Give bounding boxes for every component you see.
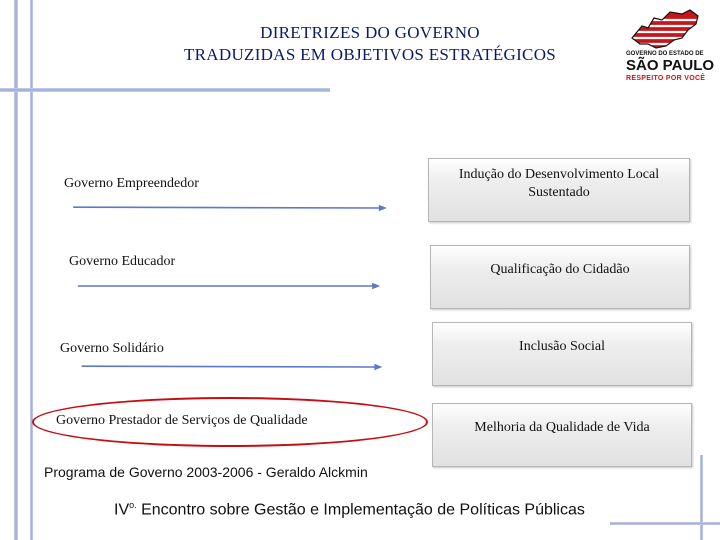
program-footnote: Programa de Governo 2003-2006 - Geraldo Alckmin — [44, 464, 368, 480]
page-title — [120, 22, 620, 66]
event-title — [114, 500, 585, 519]
arrow-icon — [40, 282, 418, 290]
guideline-label-entrepreneur: Governo Empreendedor — [64, 176, 199, 191]
objective-box-social-inclusion — [432, 322, 692, 386]
arrow-icon — [34, 204, 426, 212]
logo-line-2: SÃO PAULO — [626, 57, 715, 74]
title-line-2: TRADUZIDAS EM OBJETIVOS ESTRATÉGICOS — [183, 45, 557, 64]
objective-text-line-1: Indução do Desenvolvimento Local — [458, 167, 660, 182]
objective-box-sustainable-development — [428, 158, 690, 222]
map-emblem-icon — [630, 8, 702, 50]
objective-text-line-1: Inclusão Social — [519, 339, 605, 354]
objective-box-citizen-qualification — [430, 245, 690, 309]
frame-line-top — [0, 88, 330, 92]
event-title-text: Encontro sobre Gestão e Implementação de Políticas Públicas — [136, 501, 585, 519]
logo-line-1: GOVERNO DO ESTADO DE — [626, 51, 704, 57]
frame-line-right — [700, 455, 703, 540]
guideline-label-quality-services: Governo Prestador de Serviços de Qualidade — [56, 413, 308, 428]
objective-text-line-1: Melhoria da Qualidade de Vida — [474, 420, 650, 435]
sao-paulo-state-logo — [622, 8, 715, 88]
event-title-ordinal: o. — [129, 500, 137, 510]
logo-line-3: RESPEITO POR VOCÊ — [626, 75, 706, 82]
frame-line-bottom — [610, 522, 720, 525]
frame-line-left-outer — [14, 0, 18, 540]
arrow-icon — [44, 363, 420, 371]
objective-text-line-2: Sustentado — [528, 185, 590, 200]
frame-line-left-inner — [30, 0, 33, 540]
guideline-label-solidarity: Governo Solidário — [60, 341, 164, 356]
guideline-label-educator: Governo Educador — [69, 254, 176, 269]
title-line-1: DIRETRIZES DO GOVERNO — [260, 23, 480, 42]
event-title-prefix: IV — [114, 501, 130, 519]
objective-box-quality-of-life — [432, 403, 692, 467]
objective-text-line-1: Qualificação do Cidadão — [490, 262, 630, 277]
